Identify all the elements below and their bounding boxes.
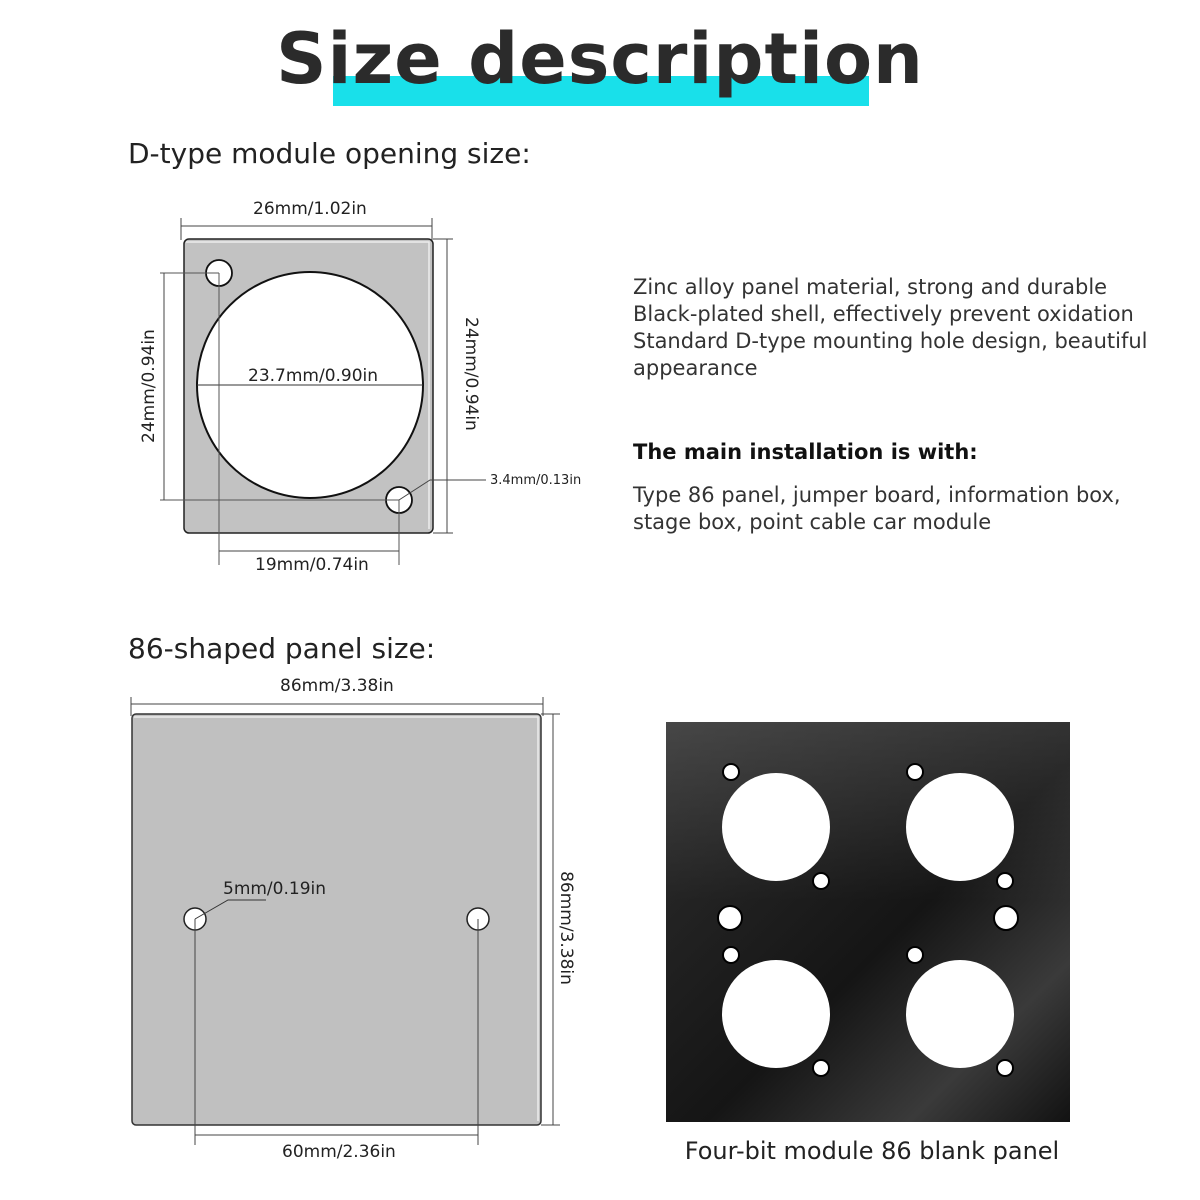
product-opening-top-left [722,773,830,881]
product-hole-4 [997,873,1013,889]
panel86-width-label: 86mm/3.38in [280,676,394,696]
product-mount-hole-left [718,906,742,930]
dtype-hole-spacing-label: 19mm/0.74in [255,555,369,575]
dtype-height-label-right: 24mm/0.94in [461,317,481,431]
panel86-drawing [131,697,560,1145]
install-heading: The main installation is with: [633,440,978,464]
product-hole-2 [813,873,829,889]
panel86-height-label: 86mm/3.38in [556,871,576,985]
dtype-circle-diameter-label: 23.7mm/0.90in [248,366,379,386]
dtype-width-label: 26mm/1.02in [253,199,367,219]
product-caption: Four-bit module 86 blank panel [684,1137,1060,1165]
dtype-drawing [160,218,486,565]
dtype-hole-size-label: 3.4mm/0.13in [490,473,582,488]
product-hole-1 [723,764,739,780]
panel86-section-heading: 86-shaped panel size: [128,632,436,665]
feature-line-2: Black-plated shell, effectively prevent oxidation [633,302,1134,326]
panel86-hole-size-label: 5mm/0.19in [223,879,327,899]
product-mount-hole-right [994,906,1018,930]
product-opening-top-right [906,773,1014,881]
feature-line-3: Standard D-type mounting hole design, beautiful [633,329,1148,353]
dtype-section-heading: D-type module opening size: [128,137,531,170]
product-hole-6 [813,1060,829,1076]
product-hole-5 [723,947,739,963]
product-hole-7 [907,947,923,963]
dtype-height-label-left: 24mm/0.94in [139,329,159,443]
panel86-hole-spacing-label: 60mm/2.36in [282,1142,396,1162]
product-photo [666,722,1070,1122]
feature-line-4: appearance [633,356,758,380]
feature-line-1: Zinc alloy panel material, strong and durable [633,275,1108,299]
product-opening-bottom-left [722,960,830,1068]
product-opening-bottom-right [906,960,1014,1068]
page-title: Size description [276,18,924,100]
install-line-1: Type 86 panel, jumper board, information box, [633,483,1121,507]
product-hole-3 [907,764,923,780]
install-line-2: stage box, point cable car module [633,510,992,534]
product-hole-8 [997,1060,1013,1076]
